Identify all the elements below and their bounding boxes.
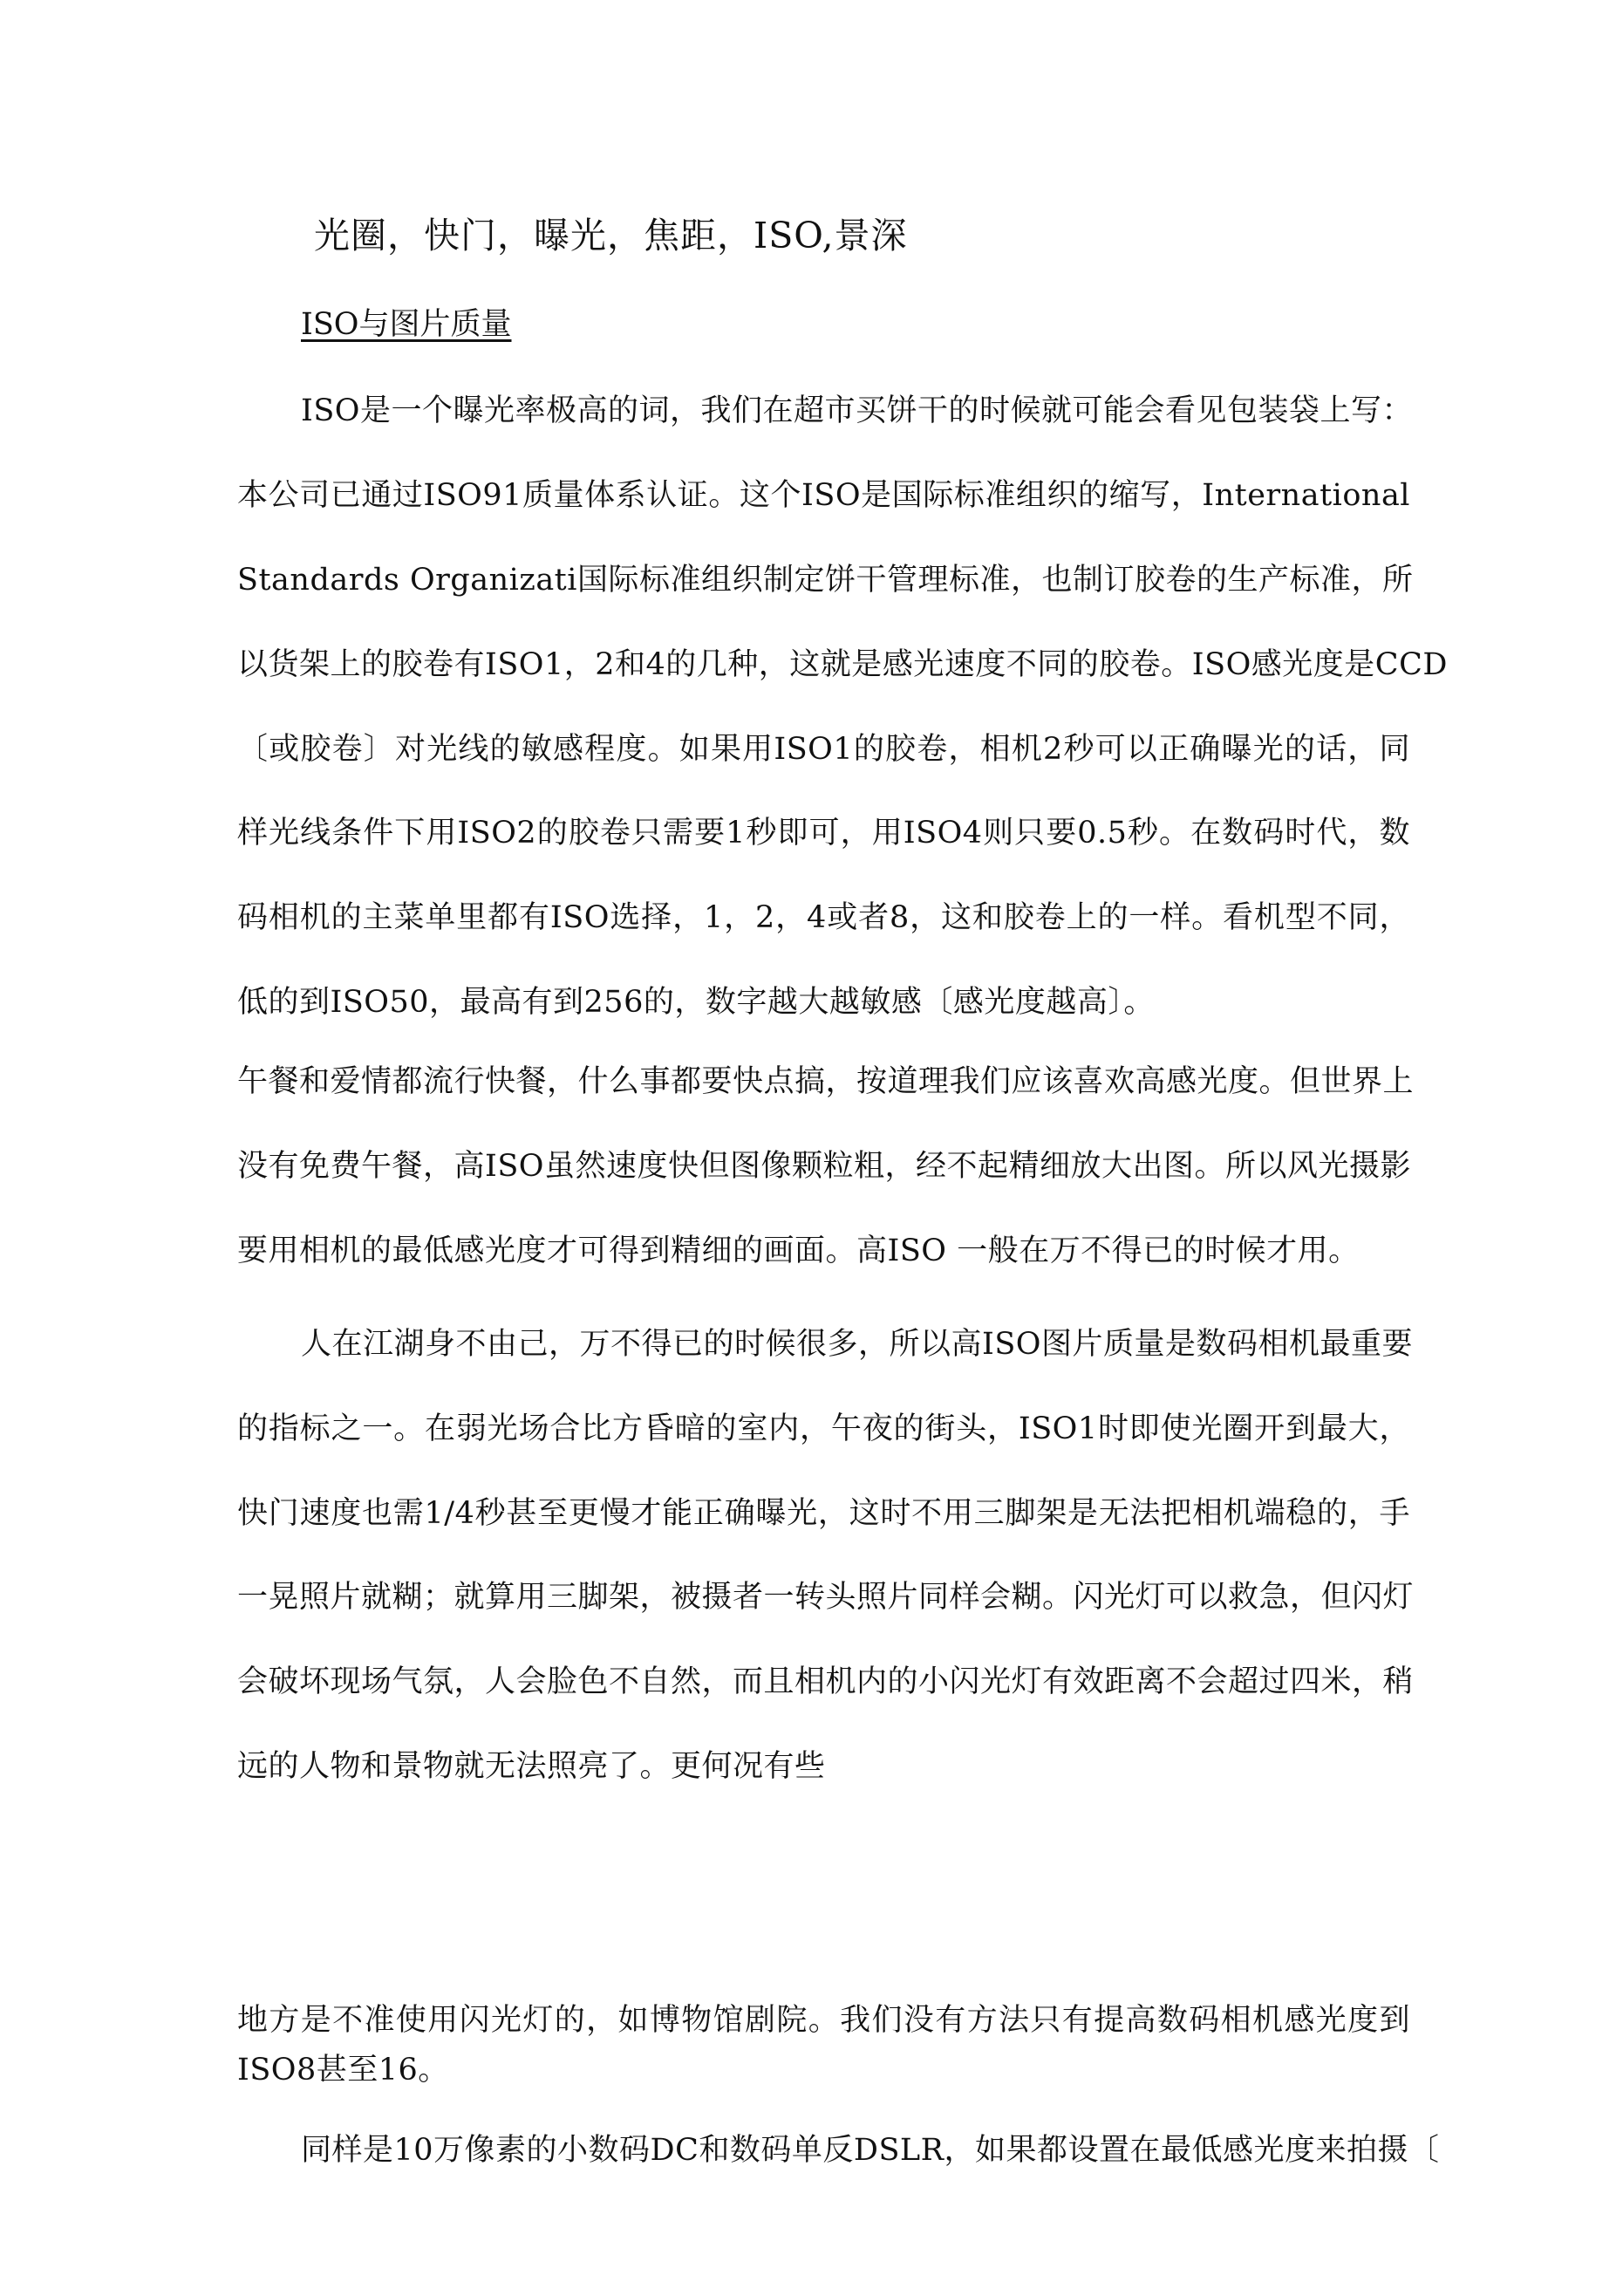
paragraph-line: 同样是10万像素的小数码DC和数码单反DSLR，如果都设置在最低感光度来拍摄〔: [301, 2133, 1440, 2168]
paragraph-line: 样光线条件下用ISO2的胶卷只需要1秒即可，用ISO4则只要0.5秒。在数码时代，数: [237, 816, 1410, 851]
paragraph-line: 没有免费午餐，高ISO虽然速度快但图像颗粒粗，经不起精细放大出图。所以风光摄影: [237, 1149, 1411, 1184]
paragraph-line: 午餐和爱情都流行快餐，什么事都要快点搞，按道理我们应该喜欢高感光度。但世界上: [237, 1064, 1415, 1099]
paragraph-line: ISO8甚至16。: [237, 2053, 449, 2088]
section-heading: ISO与图片质量: [301, 307, 512, 342]
paragraph-line: 地方是不准使用闪光灯的，如博物馆剧院。我们没有方法只有提高数码相机感光度到: [237, 2003, 1410, 2038]
document-title: 光圈，快门，曝光，焦距，ISO,景深: [314, 215, 908, 256]
paragraph-line: 以货架上的胶卷有ISO1，2和4的几种，这就是感光速度不同的胶卷。ISO感光度是CCD: [237, 647, 1448, 682]
paragraph-line: 低的到ISO50，最高有到256的，数字越大越敏感〔感光度越高〕。: [237, 985, 1155, 1020]
paragraph-line: ISO是一个曝光率极高的词，我们在超市买饼干的时候就可能会看见包装袋上写：: [301, 393, 1413, 428]
paragraph-line: 本公司已通过ISO91质量体系认证。这个ISO是国际标准组织的缩写，International: [237, 478, 1410, 513]
paragraph-line: 一晃照片就糊；就算用三脚架，被摄者一转头照片同样会糊。闪光灯可以救急，但闪灯: [237, 1580, 1415, 1615]
paragraph-line: 远的人物和景物就无法照亮了。更何况有些: [237, 1749, 826, 1784]
paragraph-line: 〔或胶卷〕对光线的敏感程度。如果用ISO1的胶卷，相机2秒可以正确曝光的话，同: [237, 732, 1410, 767]
paragraph-line: 的指标之一。在弱光场合比方昏暗的室内，午夜的街头，ISO1时即使光圈开到最大，: [237, 1411, 1410, 1446]
paragraph-line: 快门速度也需1/4秒甚至更慢才能正确曝光，这时不用三脚架是无法把相机端稳的，手: [237, 1496, 1410, 1531]
paragraph-line: 码相机的主菜单里都有ISO选择，1，2，4或者8，这和胶卷上的一样。看机型不同，: [237, 900, 1410, 935]
paragraph-line: Standards Organizati国际标准组织制定饼干管理标准，也制订胶卷的生产标准，所: [237, 563, 1414, 598]
paragraph-line: 会破坏现场气氛，人会脸色不自然，而且相机内的小闪光灯有效距离不会超过四米，稍: [237, 1664, 1415, 1699]
paragraph-line: 要用相机的最低感光度才可得到精细的画面。高ISO 一般在万不得已的时候才用。: [237, 1233, 1360, 1268]
paragraph-line: 人在江湖身不由己，万不得已的时候很多，所以高ISO图片质量是数码相机最重要: [301, 1327, 1413, 1362]
